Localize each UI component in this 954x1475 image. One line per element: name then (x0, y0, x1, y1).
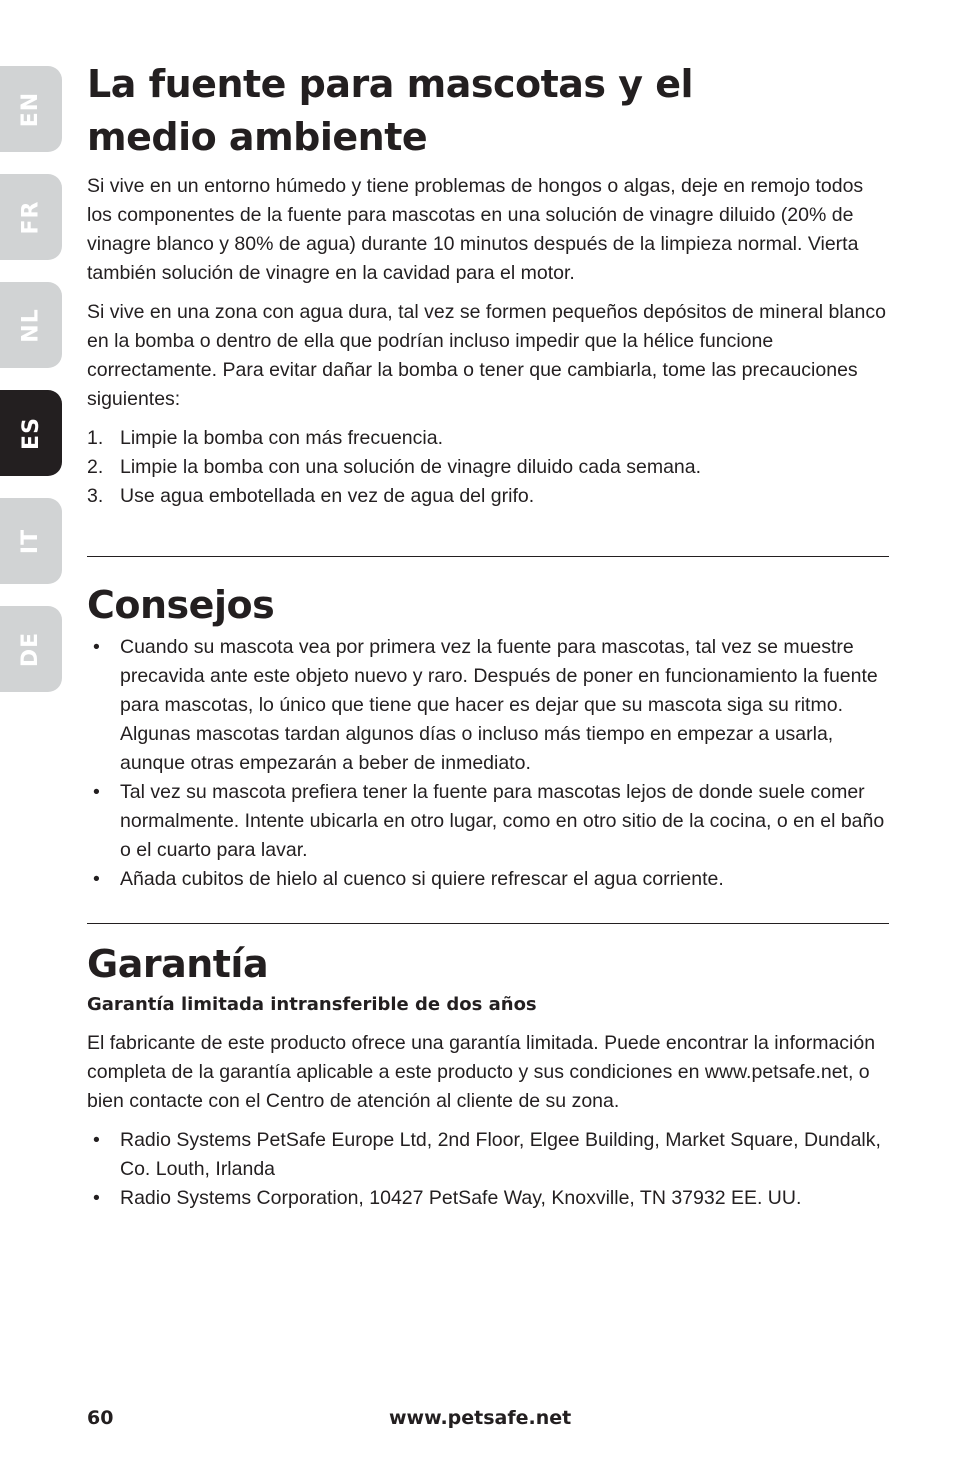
page-number: 60 (87, 1407, 114, 1429)
tips-list (87, 633, 889, 894)
list-text: Radio Systems PetSafe Europe Ltd, 2nd Floor, Elgee Building, Market Square, Dundalk, Co. Louth, Irlanda (120, 1129, 881, 1180)
tab-label: FR (18, 200, 44, 234)
env-paragraph-2: Si vive en una zona con agua dura, tal vez se formen pequeños depósitos de mineral blanco en la bomba o dentro de ella que podrían incluso impedir que la hélice funcione correctamente. Para evitar dañar la bomba o tener que cambiarla, tome las precauciones siguientes: (87, 301, 886, 410)
page-content (87, 58, 889, 1213)
list-text: Limpie la bomba con más frecuencia. (120, 427, 443, 449)
tab-it[interactable] (0, 498, 62, 584)
list-item (87, 1184, 889, 1213)
list-item (87, 453, 889, 482)
warranty-subtitle: Garantía limitada intransferible de dos años (87, 994, 537, 1015)
title-line-2: medio ambiente (87, 115, 428, 159)
list-item (87, 865, 889, 894)
list-text: Use agua embotellada en vez de agua del grifo. (120, 485, 535, 507)
list-item (87, 424, 889, 453)
tab-fr[interactable] (0, 174, 62, 260)
list-text: Añada cubitos de hielo al cuenco si quiere refrescar el agua corriente. (120, 868, 724, 890)
list-number: 1. (87, 427, 104, 449)
list-item (87, 482, 889, 511)
bullet-icon: • (93, 1187, 100, 1209)
tab-label: NL (18, 307, 44, 343)
tab-label: EN (18, 91, 44, 127)
title-line-1: La fuente para mascotas y el (87, 62, 694, 106)
section-title-tips: Consejos (87, 583, 275, 627)
warranty-paragraph: El fabricante de este producto ofrece una garantía limitada. Puede encontrar la información completa de la garantía aplicable a este producto y sus condiciones en www.petsafe.net, o bien contacte con el Centro de atención al cliente de su zona. (87, 1032, 876, 1112)
list-text: Cuando su mascota vea por primera vez la fuente para mascotas, tal vez se muestre precavida ante este objeto nuevo y raro. Después de poner en funcionamiento la fuente para mascotas, lo único que tiene que hacer es dejar que su mascota siga su ritmo. Algunas mascotas tardan algunos días o incluso más tiempo en empezar a usarla, aunque otras empezarán a beber de inmediato. (120, 636, 878, 774)
bullet-icon: • (93, 1129, 100, 1151)
section-title-warranty: Garantía (87, 942, 269, 986)
tab-label: IT (18, 528, 44, 554)
list-item (87, 1126, 889, 1184)
list-text: Radio Systems Corporation, 10427 PetSafe Way, Knoxville, TN 37932 EE. UU. (120, 1187, 802, 1209)
list-item (87, 633, 889, 778)
list-item (87, 778, 889, 865)
precautions-list (87, 424, 889, 511)
tab-label: ES (18, 416, 44, 450)
tab-de[interactable] (0, 606, 62, 692)
tab-label: DE (18, 631, 44, 667)
bullet-icon: • (93, 636, 100, 658)
list-number: 2. (87, 456, 104, 478)
tab-es[interactable] (0, 390, 62, 476)
tab-nl[interactable] (0, 282, 62, 368)
addresses-list (87, 1126, 889, 1213)
section-title-environment (87, 58, 889, 164)
list-number: 3. (87, 485, 104, 507)
tab-en[interactable] (0, 66, 62, 152)
footer-url[interactable]: www.petsafe.net (389, 1407, 572, 1429)
bullet-icon: • (93, 781, 100, 803)
env-paragraph-1: Si vive en un entorno húmedo y tiene problemas de hongos o algas, deje en remojo todos los componentes de la fuente para mascotas en una solución de vinagre diluido (20% de vinagre blanco y 80% de agua) durante 10 minutos después de la limpieza normal. Vierta también solución de vinagre en la cavidad para el motor. (87, 175, 864, 284)
bullet-icon: • (93, 868, 100, 890)
list-text: Limpie la bomba con una solución de vinagre diluido cada semana. (120, 456, 702, 478)
list-text: Tal vez su mascota prefiera tener la fuente para mascotas lejos de donde suele comer normalmente. Intente ubicarla en otro lugar, como en otro sitio de la cocina, o en el baño o el cuarto para lavar. (120, 781, 885, 861)
